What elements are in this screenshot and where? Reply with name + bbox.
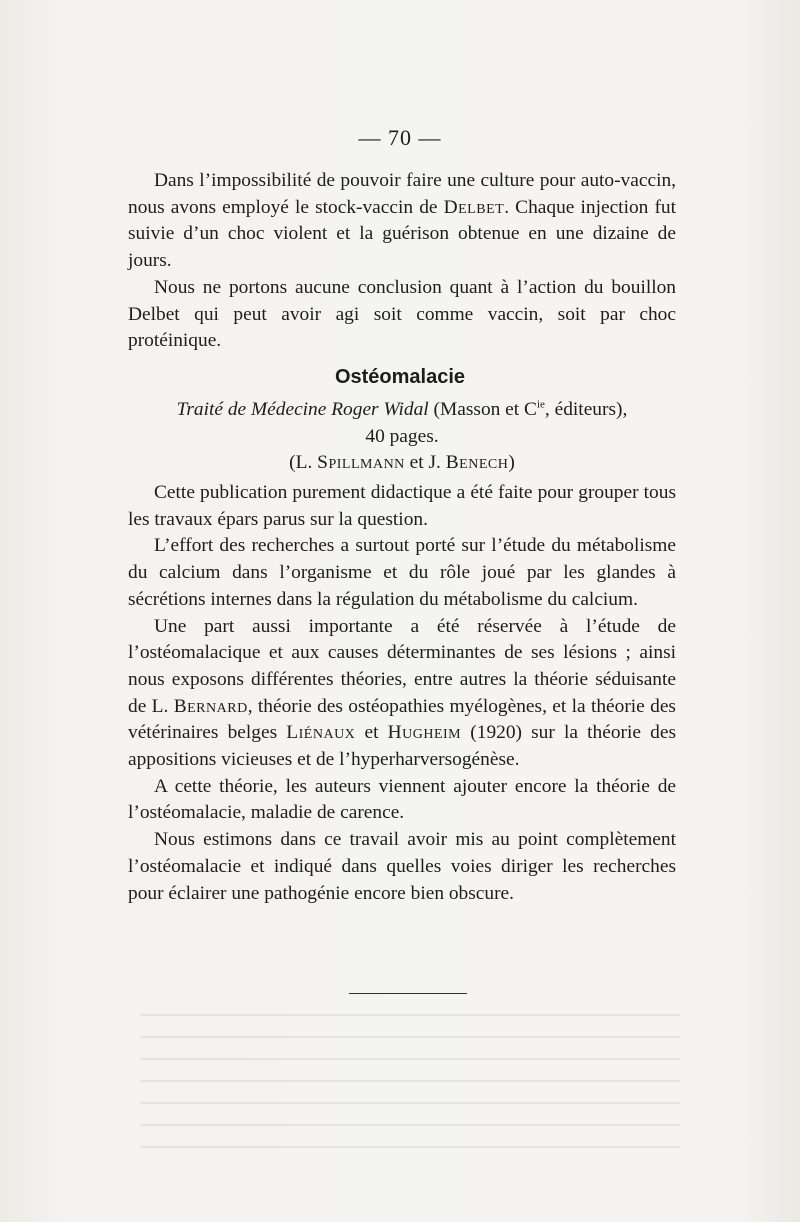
citation-publisher-end: , éditeurs),: [544, 399, 628, 420]
citation-publisher-sup: ie: [536, 398, 545, 411]
citation-pages: 40 pages.: [365, 425, 439, 447]
paragraph-vaccine-end: . Chaque injection fut suivie d’un choc violent et la guérison obtenue en une dizaine de jours.: [128, 196, 677, 272]
paragraph-publication: Cette publication purement didactique a été faite pour grouper tous les travaux épars parus sur la question.: [128, 482, 676, 530]
theories-text-1: Une part aussi importante a été réservée à l’étude de l’ostéomalacique et aux causes déterminantes de ses lésions ; ainsi nous exposons différentes théories, entre autres la théorie séduisante de L.: [128, 615, 676, 717]
citation-authors: [128, 450, 676, 477]
intro-text: [128, 168, 676, 355]
theories-text-4: (1920) sur la théorie des appositions vicieuses et de l’hyperharversogénèse.: [128, 722, 676, 771]
show-through-text: [140, 1000, 680, 1160]
citation: [128, 397, 676, 477]
paragraph-conclusion-final: Nous estimons dans ce travail avoir mis au point complètement l’ostéomalacie et indiqué dans quelles voies diriger les recherches pour éclairer une pathogénie encore bien obscure.: [128, 829, 676, 904]
paragraph-carence: A cette théorie, les auteurs viennent ajouter encore la théorie de l’ostéomalacie, maladie de carence.: [128, 775, 676, 824]
section-heading: Ostéomalacie: [334, 366, 466, 388]
citation-work: Traité de Médecine Roger Widal: [176, 399, 429, 420]
paragraph-conclusion: Nous ne portons aucune conclusion quant à l’action du bouillon Delbet qui peut avoir agi soit comme vaccin, soit par choc protéinique.: [128, 276, 676, 352]
paragraph-vaccine-start: Dans l’impossibilité de pouvoir faire une culture pour auto-vaccin, nous avons employé le stock-vaccin de: [128, 170, 676, 218]
end-rule: [349, 993, 467, 994]
author-lienaux: Liénaux: [286, 722, 356, 744]
paragraph-vaccine: [128, 168, 676, 275]
author-benech: Benech: [445, 452, 509, 474]
citation-authors-close: ): [508, 452, 515, 474]
paragraph-theories: [128, 614, 676, 774]
theories-text-3: et: [355, 722, 388, 744]
theories-text-2: , théorie des ostéopathies myélogènes, et la théorie des vétérinaires belges: [128, 695, 676, 744]
citation-publisher-start: (Masson et C: [428, 399, 537, 420]
citation-line: [128, 397, 676, 424]
citation-authors-mid: et J.: [404, 452, 446, 474]
page-number: — 70 —: [358, 125, 442, 150]
citation-authors-open: (L.: [289, 452, 318, 474]
author-name-delbet: Delbet: [443, 196, 505, 218]
review-text: [128, 480, 676, 907]
paragraph-research: L’effort des recherches a surtout porté sur l’étude du métabolisme du calcium dans l’organisme et du rôle joué par les glandes à sécrétions internes dans la régulation du métabolisme du calcium.: [128, 535, 676, 610]
author-spillmann: Spillmann: [317, 452, 405, 474]
author-hugheim: Hugheim: [387, 722, 462, 744]
author-bernard: Bernard: [173, 695, 248, 717]
